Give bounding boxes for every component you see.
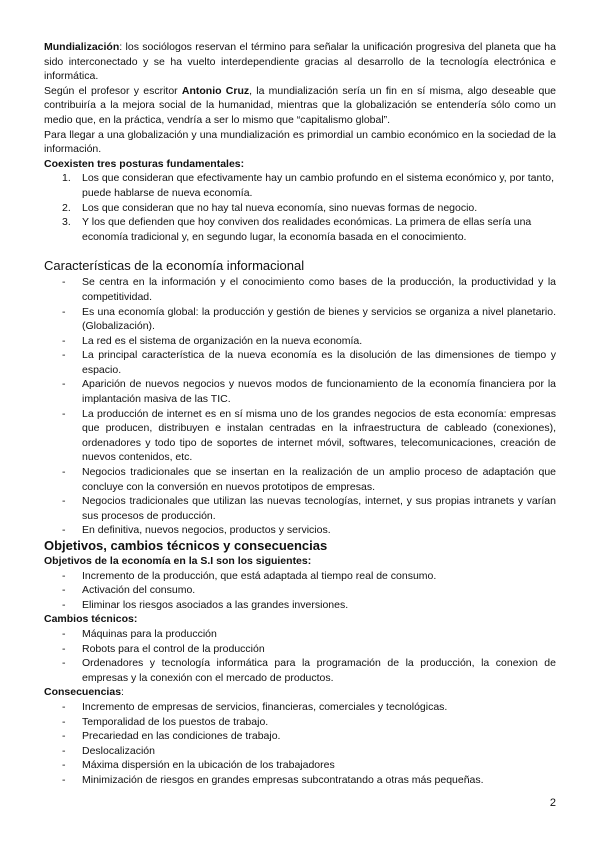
page-number: 2 (549, 797, 556, 809)
list-item-text: Incremento de la producción, que está adaptada al tiempo real de consumo. (82, 569, 437, 582)
list-item-text: En definitiva, nuevos negocios, productos y servicios. (82, 524, 331, 537)
objetivos-heading: Objetivos, cambios técnicos y consecuencias (44, 538, 328, 553)
list-item-text: Deslocalización (82, 744, 155, 757)
posturas-list (44, 171, 556, 244)
dash-bullet: - (62, 773, 66, 786)
dash-bullet: - (62, 759, 66, 772)
cambios-heading: Cambios técnicos: (44, 613, 138, 626)
dash-bullet: - (62, 744, 66, 757)
cambio-economico-paragraph: Para llegar a una globalización y una mundialización es primordial un cambio económico en la sociedad de la información. (44, 128, 556, 156)
list-item (44, 569, 556, 584)
list-item (44, 215, 556, 244)
list-number: 2. (62, 201, 71, 214)
consecuencias-list (44, 700, 556, 788)
list-item-text: Robots para el control de la producción (82, 642, 265, 655)
list-item (44, 201, 556, 216)
list-item (44, 305, 556, 334)
antonio-cruz-paragraph (44, 84, 556, 128)
cruz-post-text: , la mundialización sería un fin en sí misma, algo deseable que contribuiría a la mejora social de la humanidad, mientras que la globalización se entendería sólo como un medio que, en la práctica, vendría a ser lo mismo que “capitalismo global”. (44, 84, 556, 126)
list-item (44, 334, 556, 349)
list-item (44, 700, 556, 715)
dash-bullet: - (62, 730, 66, 743)
caracteristicas-list (44, 275, 556, 538)
dash-bullet: - (62, 495, 66, 508)
list-item-text: Los que consideran que no hay tal nueva economía, sino nuevas formas de negocio. (82, 201, 478, 214)
dash-bullet: - (62, 715, 66, 728)
list-item (44, 377, 556, 406)
dash-bullet: - (62, 700, 66, 713)
mundializacion-paragraph (44, 40, 556, 84)
list-item (44, 758, 556, 773)
list-item-text: Se centra en la información y el conocimiento como bases de la producción, la productividad y la competitividad. (82, 276, 556, 303)
dash-bullet: - (62, 349, 66, 362)
list-item (44, 465, 556, 494)
list-item (44, 523, 556, 538)
list-item-text: Minimización de riesgos en grandes empresas subcontratando a otras más pequeñas. (82, 773, 484, 786)
list-item-text: Eliminar los riesgos asociados a las grandes inversiones. (82, 598, 349, 611)
dash-bullet: - (62, 378, 66, 391)
dash-bullet: - (62, 334, 66, 347)
dash-bullet: - (62, 598, 66, 611)
posturas-heading: Coexisten tres posturas fundamentales: (44, 157, 245, 170)
consecuencias-heading-line (44, 685, 556, 700)
list-item (44, 773, 556, 788)
dash-bullet: - (62, 407, 66, 420)
list-item (44, 627, 556, 642)
list-item-text: Máxima dispersión en la ubicación de los trabajadores (82, 759, 335, 772)
list-item-text: Incremento de empresas de servicios, financieras, comerciales y tecnológicas. (82, 700, 448, 713)
list-item-text: La producción de internet es en sí misma uno de los grandes negocios de esta economía: empresas que producen, distribuyen e instalan centradas en la infraestructura de cableado (conexiones), ordenadores y todo tipo de soportes de internet móvil, softwares, telecomunicaciones, creación de nuevos contenidos, etc. (82, 407, 556, 464)
list-item (44, 729, 556, 744)
consecuencias-heading: Consecuencias (44, 686, 122, 699)
caracteristicas-heading: Características de la economía informacional (44, 258, 305, 274)
cruz-pre-text: Según el profesor y escritor (44, 84, 182, 97)
dash-bullet: - (62, 276, 66, 289)
list-item-text: La principal característica de la nueva economía es la disolución de las dimensiones de tiempo y espacio. (82, 349, 556, 376)
list-item (44, 171, 556, 200)
list-item (44, 715, 556, 730)
list-item (44, 275, 556, 304)
dash-bullet: - (62, 569, 66, 582)
list-item (44, 598, 556, 613)
list-item (44, 407, 556, 465)
list-number: 1. (62, 172, 71, 185)
document-page (44, 40, 556, 788)
dash-bullet: - (62, 584, 66, 597)
mundializacion-text: : los sociólogos reservan el término para señalar la unificación progresiva del planeta que ha sido interconectado y se ha vuelto interdependiente gracias al desarrollo de la tecnología electrónica e informática. (44, 41, 556, 83)
list-item-text: Negocios tradicionales que se insertan en la realización de un amplio proceso de adaptación que concluye con la conversión en nuevos prototipos de empresas. (82, 466, 556, 493)
list-item-text: Los que consideran que efectivamente hay un cambio profundo en el sistema económico y, por tanto, puede hablarse de nueva economía. (82, 172, 555, 199)
cambios-list (44, 627, 556, 685)
mundializacion-term: Mundialización (44, 41, 120, 53)
list-item (44, 656, 556, 685)
dash-bullet: - (62, 627, 66, 640)
list-item-text: Temporalidad de los puestos de trabajo. (82, 715, 269, 728)
dash-bullet: - (62, 305, 66, 318)
list-item (44, 348, 556, 377)
list-item-text: Es una economía global: la producción y gestión de bienes y servicios se organiza a nivel planetario. (Globalización). (82, 305, 556, 333)
dash-bullet: - (62, 657, 66, 670)
dash-bullet: - (62, 466, 66, 479)
list-number: 3. (62, 216, 71, 229)
list-item-text: Negocios tradicionales que utilizan las nuevas tecnologías, internet, y sus propias intranets y varían sus procesos de producción. (82, 495, 556, 522)
dash-bullet: - (62, 524, 66, 537)
list-item-text: Activación del consumo. (82, 584, 196, 597)
list-item (44, 642, 556, 657)
list-item (44, 494, 556, 523)
list-item-text: Precariedad en las condiciones de trabajo. (82, 730, 281, 743)
consecuencias-colon: : (121, 686, 124, 699)
dash-bullet: - (62, 642, 66, 655)
list-item (44, 583, 556, 598)
list-item-text: La red es el sistema de organización en la nueva economía. (82, 334, 363, 347)
list-item-text: Ordenadores y tecnología informática para la programación de la producción, la conexion de empresas y la conexión con el mercado de productos. (82, 657, 556, 684)
objetivos-subheading: Objetivos de la economía en la S.I son los siguientes: (44, 555, 312, 567)
objetivos-list (44, 569, 556, 613)
list-item-text: Aparición de nuevos negocios y nuevos modos de funcionamiento de la economía financiera por la implantación masiva de las TIC. (82, 378, 556, 406)
list-item (44, 744, 556, 759)
list-item-text: Máquinas para la producción (82, 627, 217, 640)
author-name: Antonio Cruz (181, 84, 250, 97)
list-item-text: Y los que defienden que hoy conviven dos realidades económicas. La primera de ellas sería una economía tradicional y, en segundo lugar, la economía basada en el conocimiento. (82, 216, 532, 243)
